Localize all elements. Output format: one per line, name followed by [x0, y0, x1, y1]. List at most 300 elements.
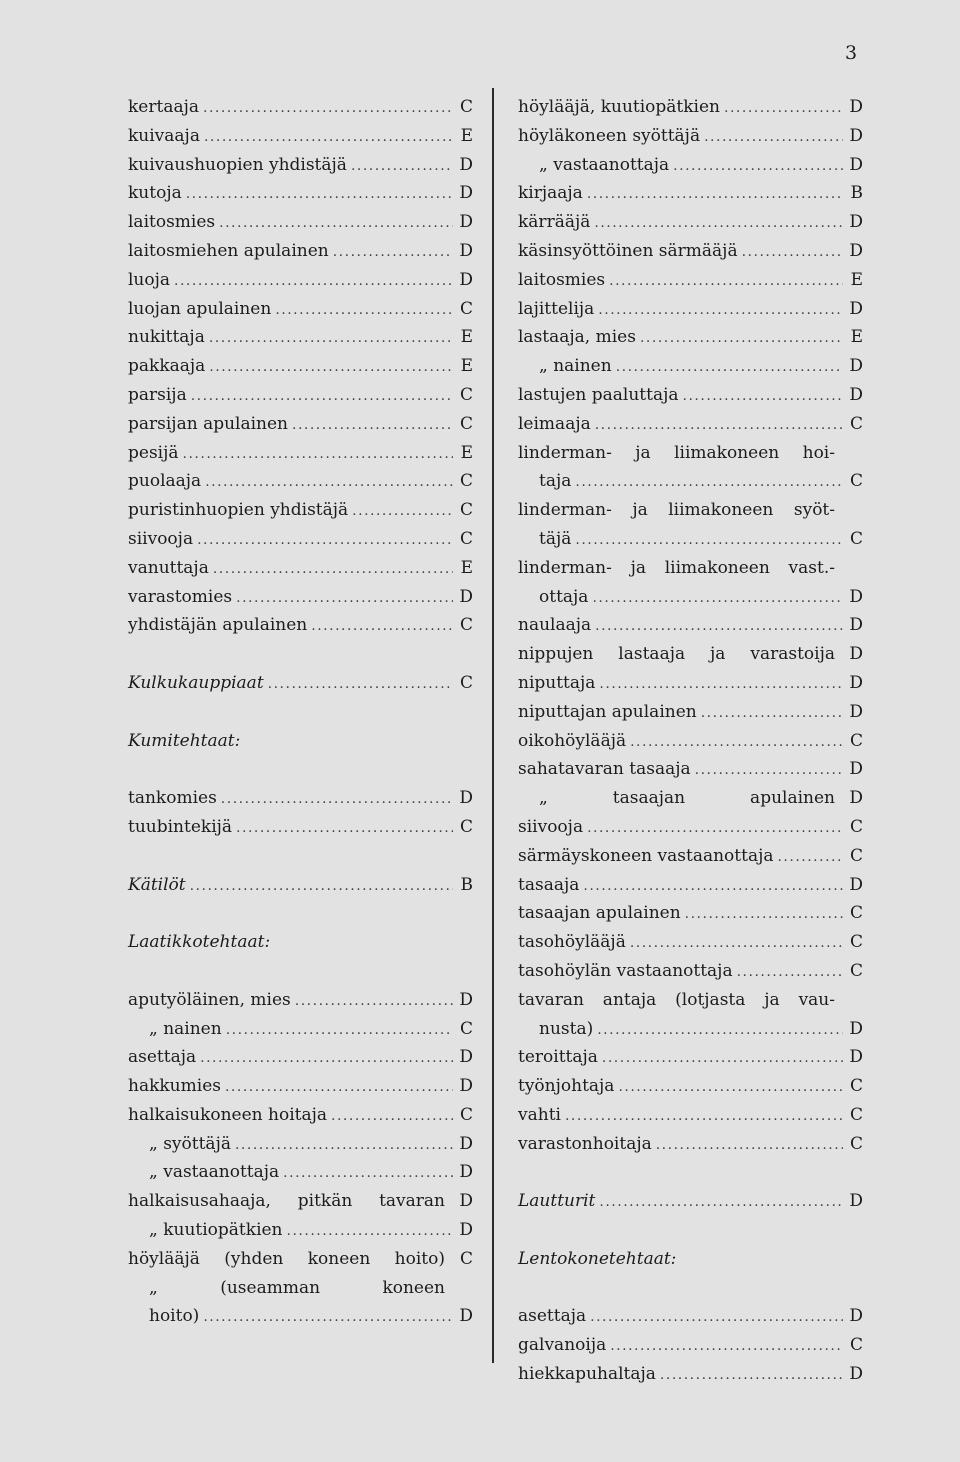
dot-leader: [575, 526, 843, 555]
dot-leader: [724, 94, 843, 123]
wage-class-code: D: [459, 586, 473, 607]
wage-class-code: D: [849, 1364, 863, 1385]
occupation-entry: [518, 323, 863, 352]
dot-leader: [186, 180, 453, 209]
entry-label: pakkaaja: [128, 356, 206, 377]
entry-label: vahti: [518, 1104, 561, 1125]
occupation-entry: [128, 554, 473, 583]
dot-leader: [174, 267, 453, 296]
occupation-entry: [518, 957, 863, 986]
occupation-entry: [128, 986, 473, 1015]
dot-leader: [602, 1044, 843, 1073]
occupation-entry: [518, 871, 863, 900]
occupation-entry: [518, 237, 863, 266]
wage-class-code: E: [460, 327, 473, 348]
dot-leader: [183, 440, 453, 469]
occupation-entry: [128, 496, 473, 525]
dot-leader: [190, 872, 453, 901]
wage-class-code: C: [849, 471, 863, 492]
dot-leader: [226, 1016, 453, 1045]
occupation-entry: [518, 842, 863, 871]
entry-label: hakkumies: [128, 1076, 221, 1097]
occupation-entry: [128, 439, 473, 468]
occupation-entry: [128, 1187, 473, 1216]
wage-class-code: C: [849, 1335, 863, 1356]
wage-class-code: D: [849, 586, 863, 607]
occupation-entry: [518, 410, 863, 439]
entry-label: Kätilöt: [128, 874, 186, 895]
occupation-entry: [518, 727, 863, 756]
wage-class-code: C: [849, 1133, 863, 1154]
dot-leader: [656, 1131, 843, 1160]
occupation-entry: [518, 1101, 863, 1130]
entry-label: ottaja: [539, 586, 589, 607]
entry-label: hoito): [149, 1306, 200, 1327]
entry-label: käsinsyöttöinen särmääjä: [518, 240, 738, 261]
entry-label: täjä: [539, 528, 572, 549]
wage-class-code: C: [459, 1248, 473, 1269]
entry-label: tasohöylääjä: [518, 932, 626, 953]
dot-leader: [599, 670, 843, 699]
entry-label: työnjohtaja: [518, 1076, 615, 1097]
dot-leader: [209, 324, 453, 353]
occupation-entry: [518, 1130, 863, 1159]
entry-label: tasaaja: [518, 874, 580, 895]
entry-label: höylääjä (yhden koneen hoito): [128, 1248, 445, 1269]
dot-leader: [565, 1102, 843, 1131]
wage-class-code: D: [459, 1076, 473, 1097]
entry-label: varastomies: [128, 586, 233, 607]
entry-label: niputtajan apulainen: [518, 701, 697, 722]
wage-class-code: D: [849, 672, 863, 693]
entry-label: parsija: [128, 384, 187, 405]
wage-class-code: D: [849, 125, 863, 146]
wage-class-code: C: [849, 845, 863, 866]
wage-class-code: C: [849, 1104, 863, 1125]
dot-leader: [292, 411, 453, 440]
occupation-entry: [128, 525, 473, 554]
entry-label: teroittaja: [518, 1047, 598, 1068]
entry-label: linderman- ja liimakoneen hoi-: [518, 442, 835, 463]
entry-label: luojan apulainen: [128, 298, 272, 319]
occupation-entry: [518, 381, 863, 410]
dot-leader: [221, 785, 453, 814]
occupation-entry: [128, 410, 473, 439]
occupation-entry: [128, 93, 473, 122]
dot-leader: [295, 987, 453, 1016]
wage-class-code: D: [459, 1220, 473, 1241]
entry-label: sahatavaran tasaaja: [518, 759, 691, 780]
wage-class-code: E: [460, 356, 473, 377]
dot-leader: [595, 612, 843, 641]
wage-class-code: C: [459, 413, 473, 434]
section-gap: [128, 640, 473, 669]
wage-class-code: D: [849, 212, 863, 233]
dot-leader: [583, 872, 843, 901]
entry-label: tuubintekijä: [128, 816, 233, 837]
entry-label: lastaaja, mies: [518, 327, 636, 348]
entry-label: Lautturit: [518, 1191, 596, 1212]
wage-class-code: D: [849, 1018, 863, 1039]
occupation-entry: [128, 381, 473, 410]
occupation-entry: [518, 179, 863, 208]
entry-label: tankomies: [128, 788, 217, 809]
occupation-entry: [518, 295, 863, 324]
dot-leader: [219, 209, 453, 238]
occupation-entry: [518, 122, 863, 151]
entry-label: hiekkapuhaltaja: [518, 1364, 656, 1385]
entry-label: linderman- ja liimakoneen vast.-: [518, 557, 835, 578]
dot-leader: [587, 814, 843, 843]
entry-label: luoja: [128, 269, 171, 290]
section-heading: [518, 1187, 863, 1216]
entry-label: Laatikkotehtaat:: [128, 932, 271, 953]
wage-class-code: D: [459, 183, 473, 204]
occupation-entry: [518, 1015, 863, 1044]
section-heading: [518, 1245, 863, 1274]
wage-class-code: C: [459, 528, 473, 549]
entry-label: parsijan apulainen: [128, 413, 288, 434]
occupation-entry: [518, 669, 863, 698]
occupation-entry: [128, 611, 473, 640]
entry-label: kertaaja: [128, 97, 199, 117]
occupation-entry: [128, 1274, 473, 1303]
wage-class-code: E: [850, 327, 863, 348]
entry-label: höyläkoneen syöttäjä: [518, 125, 701, 146]
entry-label: laitosmies: [128, 212, 216, 233]
wage-class-code: C: [849, 816, 863, 837]
dot-leader: [701, 699, 843, 728]
wage-class-code: B: [850, 183, 863, 204]
dot-leader: [742, 238, 843, 267]
entry-label: kuivaushuopien yhdistäjä: [128, 154, 347, 175]
dot-leader: [737, 958, 843, 987]
occupation-entry: [518, 1331, 863, 1360]
occupation-entry: [518, 1072, 863, 1101]
dot-leader: [640, 324, 843, 353]
occupation-entry: [128, 1216, 473, 1245]
occupation-entry: [518, 496, 863, 525]
occupation-entry: [518, 467, 863, 496]
dot-leader: [630, 929, 843, 958]
occupation-entry: [128, 583, 473, 612]
entry-label: laitosmiehen apulainen: [128, 240, 329, 261]
dot-leader: [610, 1332, 843, 1361]
entry-label: „ kuutiopätkien: [149, 1220, 283, 1241]
wage-class-code: D: [849, 874, 863, 895]
dot-leader: [268, 670, 453, 699]
entry-label: Kumitehtaat:: [128, 730, 241, 751]
entry-label: siivooja: [518, 816, 584, 837]
dot-leader: [333, 238, 453, 267]
occupation-entry: [518, 525, 863, 554]
wage-class-code: C: [459, 384, 473, 405]
dot-leader: [311, 612, 453, 641]
dot-leader: [235, 1131, 453, 1160]
entry-label: nusta): [539, 1018, 594, 1039]
occupation-entry: [128, 237, 473, 266]
dot-leader: [236, 584, 453, 613]
entry-label: laitosmies: [518, 269, 606, 290]
page-number: 3: [845, 42, 858, 64]
occupation-entry: [518, 554, 863, 583]
entry-label: höylääjä, kuutiopätkien: [518, 97, 721, 117]
entry-label: nippujen lastaaja ja varastoija: [518, 644, 835, 665]
wage-class-code: B: [460, 874, 473, 895]
wage-class-code: D: [459, 1133, 473, 1154]
occupation-entry: [128, 1043, 473, 1072]
wage-class-code: D: [849, 240, 863, 261]
entry-label: linderman- ja liimakoneen syöt-: [518, 500, 835, 521]
occupation-entry: [518, 583, 863, 612]
section-heading: [128, 727, 473, 756]
occupation-entry: [518, 986, 863, 1015]
wage-class-code: D: [459, 989, 473, 1010]
wage-class-code: D: [459, 240, 473, 261]
dot-leader: [203, 1303, 453, 1332]
wage-class-code: C: [459, 97, 473, 117]
entry-label: kärrääjä: [518, 212, 591, 233]
occupation-entry: [518, 439, 863, 468]
dot-leader: [683, 382, 843, 411]
wage-class-code: D: [459, 1047, 473, 1068]
dot-leader: [685, 900, 843, 929]
wage-class-code: D: [849, 788, 863, 809]
dot-leader: [590, 1303, 843, 1332]
entry-label: kutoja: [128, 183, 182, 204]
dot-leader: [191, 382, 453, 411]
dot-leader: [197, 526, 453, 555]
wage-class-code: D: [849, 615, 863, 636]
column-divider: [492, 88, 494, 1363]
dot-leader: [287, 1217, 453, 1246]
dot-leader: [616, 353, 843, 382]
dot-leader: [236, 814, 453, 843]
entry-label: pesijä: [128, 442, 179, 463]
wage-class-code: D: [459, 1162, 473, 1183]
dot-leader: [351, 152, 453, 181]
entry-label: halkaisusahaaja, pitkän tavaran: [128, 1191, 445, 1212]
dot-leader: [331, 1102, 453, 1131]
entry-label: yhdistäjän apulainen: [128, 615, 308, 636]
left-column: [128, 93, 473, 1331]
dot-leader: [630, 728, 843, 757]
section-gap: [518, 1216, 863, 1245]
wage-class-code: C: [459, 1104, 473, 1125]
dot-leader: [704, 123, 843, 152]
occupation-entry: [128, 467, 473, 496]
occupation-entry: [518, 813, 863, 842]
occupation-entry: [518, 1043, 863, 1072]
entry-label: „ vastaanottaja: [149, 1162, 280, 1183]
wage-class-code: E: [460, 442, 473, 463]
wage-class-code: E: [850, 269, 863, 290]
entry-label: „ tasaajan apulainen: [539, 788, 835, 809]
wage-class-code: D: [459, 1191, 473, 1212]
section-heading: [128, 871, 473, 900]
wage-class-code: D: [849, 154, 863, 175]
dot-leader: [200, 1044, 453, 1073]
occupation-entry: [518, 755, 863, 784]
dot-leader: [592, 584, 843, 613]
dot-leader: [205, 468, 453, 497]
section-gap: [128, 957, 473, 986]
entry-label: „ vastaanottaja: [539, 154, 670, 175]
entry-label: puolaaja: [128, 471, 202, 492]
wage-class-code: D: [849, 1047, 863, 1068]
entry-label: tavaran antaja (lotjasta ja vau-: [518, 989, 835, 1010]
entry-label: särmäyskoneen vastaanottaja: [518, 845, 774, 866]
dot-leader: [598, 296, 843, 325]
occupation-entry: [518, 266, 863, 295]
dot-leader: [213, 555, 453, 584]
entry-label: siivooja: [128, 528, 194, 549]
occupation-entry: [518, 1360, 863, 1389]
dot-leader: [203, 94, 453, 123]
entry-label: lastujen paaluttaja: [518, 384, 679, 405]
wage-class-code: C: [459, 471, 473, 492]
occupation-entry: [518, 640, 863, 669]
section-gap: [518, 1274, 863, 1303]
wage-class-code: D: [849, 97, 863, 117]
wage-class-code: C: [459, 672, 473, 693]
entry-label: asettaja: [518, 1306, 587, 1327]
wage-class-code: D: [459, 788, 473, 809]
wage-class-code: C: [459, 615, 473, 636]
occupation-entry: [128, 784, 473, 813]
section-heading: [128, 928, 473, 957]
wage-class-code: C: [849, 413, 863, 434]
entry-label: niputtaja: [518, 672, 596, 693]
occupation-entry: [128, 295, 473, 324]
entry-label: Lentokonetehtaat:: [518, 1248, 677, 1269]
occupation-entry: [128, 1245, 473, 1274]
entry-label: leimaaja: [518, 413, 591, 434]
occupation-entry: [518, 784, 863, 813]
dot-leader: [660, 1361, 843, 1390]
dot-leader: [695, 756, 843, 785]
wage-class-code: C: [459, 500, 473, 521]
entry-label: „ nainen: [539, 356, 612, 377]
occupation-entry: [128, 122, 473, 151]
occupation-entry: [518, 208, 863, 237]
occupation-entry: [128, 813, 473, 842]
entry-label: lajittelija: [518, 298, 595, 319]
occupation-entry: [518, 151, 863, 180]
entry-label: Kulkukauppiaat: [128, 672, 264, 693]
dot-leader: [609, 267, 843, 296]
occupation-entry: [518, 611, 863, 640]
entry-label: naulaaja: [518, 615, 592, 636]
occupation-entry: [518, 93, 863, 122]
occupation-entry: [128, 1130, 473, 1159]
entry-label: kirjaaja: [518, 183, 583, 204]
section-gap: [128, 899, 473, 928]
dot-leader: [352, 497, 453, 526]
occupation-entry: [128, 352, 473, 381]
wage-class-code: C: [459, 1018, 473, 1039]
occupation-entry: [128, 1158, 473, 1187]
dot-leader: [595, 411, 843, 440]
wage-class-code: E: [460, 557, 473, 578]
occupation-entry: [128, 1015, 473, 1044]
wage-class-code: D: [849, 759, 863, 780]
entry-label: „ syöttäjä: [149, 1133, 231, 1154]
occupation-entry: [518, 899, 863, 928]
section-heading: [128, 669, 473, 698]
dot-leader: [618, 1073, 843, 1102]
occupation-entry: [128, 1101, 473, 1130]
wage-class-code: D: [459, 269, 473, 290]
entry-label: kuivaaja: [128, 125, 200, 146]
occupation-entry: [128, 179, 473, 208]
occupation-entry: [128, 1072, 473, 1101]
wage-class-code: D: [459, 154, 473, 175]
occupation-entry: [128, 151, 473, 180]
occupation-entry: [128, 1302, 473, 1331]
dot-leader: [599, 1188, 843, 1217]
occupation-entry: [518, 352, 863, 381]
wage-class-code: D: [849, 644, 863, 665]
section-gap: [128, 698, 473, 727]
entry-label: nukittaja: [128, 327, 205, 348]
dot-leader: [673, 152, 843, 181]
wage-class-code: D: [849, 701, 863, 722]
occupation-entry: [518, 928, 863, 957]
dot-leader: [283, 1159, 453, 1188]
entry-label: „ nainen: [149, 1018, 222, 1039]
entry-label: tasaajan apulainen: [518, 903, 681, 924]
dot-leader: [209, 353, 453, 382]
wage-class-code: C: [849, 960, 863, 981]
wage-class-code: D: [849, 1191, 863, 1212]
entry-label: varastonhoitaja: [518, 1133, 652, 1154]
occupation-entry: [128, 323, 473, 352]
section-gap: [128, 755, 473, 784]
entry-label: puristinhuopien yhdistäjä: [128, 500, 349, 521]
entry-label: galvanoija: [518, 1335, 607, 1356]
wage-class-code: C: [459, 298, 473, 319]
entry-label: oikohöylääjä: [518, 730, 627, 751]
wage-class-code: D: [459, 212, 473, 233]
wage-class-code: D: [459, 1306, 473, 1327]
occupation-entry: [128, 208, 473, 237]
entry-label: taja: [539, 471, 572, 492]
entry-label: asettaja: [128, 1047, 197, 1068]
occupation-entry: [518, 698, 863, 727]
wage-class-code: E: [460, 125, 473, 146]
occupation-entry: [128, 266, 473, 295]
wage-class-code: C: [849, 1076, 863, 1097]
entry-label: „ (useamman koneen: [149, 1277, 445, 1298]
dot-leader: [777, 843, 843, 872]
wage-class-code: C: [849, 932, 863, 953]
wage-class-code: D: [849, 356, 863, 377]
right-column: [518, 93, 863, 1389]
dot-leader: [275, 296, 453, 325]
dot-leader: [204, 123, 453, 152]
entry-label: halkaisukoneen hoitaja: [128, 1104, 328, 1125]
entry-label: aputyöläinen, mies: [128, 989, 291, 1010]
entry-label: tasohöylän vastaanottaja: [518, 960, 733, 981]
wage-class-code: D: [849, 384, 863, 405]
dot-leader: [225, 1073, 453, 1102]
wage-class-code: C: [849, 528, 863, 549]
dot-leader: [587, 180, 843, 209]
section-gap: [128, 842, 473, 871]
wage-class-code: C: [849, 730, 863, 751]
section-gap: [518, 1158, 863, 1187]
